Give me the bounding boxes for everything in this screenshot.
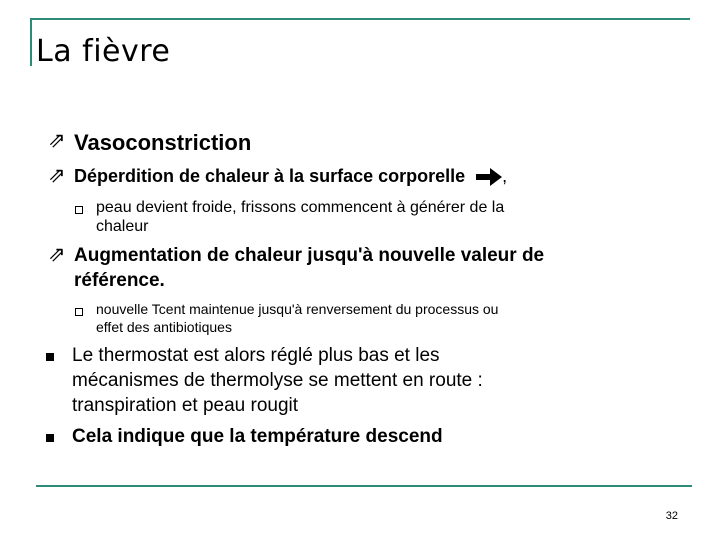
bullet-thermostat-line1: Le thermostat est alors réglé plus bas et les	[72, 345, 440, 366]
bullet-thermostat-line3: transpiration et peau rougit	[72, 395, 299, 416]
bottom-rule	[36, 485, 692, 487]
page-number: 32	[665, 510, 678, 522]
hollow-square-bullet-icon	[75, 206, 83, 214]
bullet-deperdition-text: Déperdition de chaleur à la surface corporelle	[74, 166, 466, 186]
left-frame-line	[30, 18, 32, 66]
bullet-augmentation-line1: Augmentation de chaleur jusqu'à nouvelle valeur de	[74, 245, 545, 266]
bullet-deperdition-tail: ,	[502, 166, 508, 186]
arrow-bullet-icon: ⇗	[48, 129, 66, 152]
sub-bullet-tcent-line1: nouvelle Tcent maintenue jusqu'à renversement du processus ou	[96, 301, 499, 317]
top-frame-line	[30, 18, 690, 20]
slide-title: La fièvre	[36, 34, 171, 69]
bullet-vasoconstriction: Vasoconstriction	[74, 130, 252, 155]
bullet-deperdition	[74, 166, 507, 187]
filled-square-bullet-icon	[46, 434, 54, 442]
hollow-square-bullet-icon	[75, 308, 83, 316]
bullet-thermostat-line2: mécanismes de thermolyse se mettent en route :	[72, 370, 483, 391]
sub-bullet-tcent-line2: effet des antibiotiques	[96, 319, 232, 335]
sub-bullet-peau-line1: peau devient froide, frissons commencent à générer de la	[96, 199, 505, 216]
right-arrow-icon	[476, 168, 502, 186]
arrow-bullet-icon: ⇗	[48, 243, 66, 266]
sub-bullet-peau-line2: chaleur	[96, 218, 149, 235]
bullet-augmentation-line2: référence.	[74, 270, 165, 291]
filled-square-bullet-icon	[46, 353, 54, 361]
bullet-temperature-descend: Cela indique que la température descend	[72, 426, 443, 447]
arrow-bullet-icon: ⇗	[48, 164, 66, 187]
